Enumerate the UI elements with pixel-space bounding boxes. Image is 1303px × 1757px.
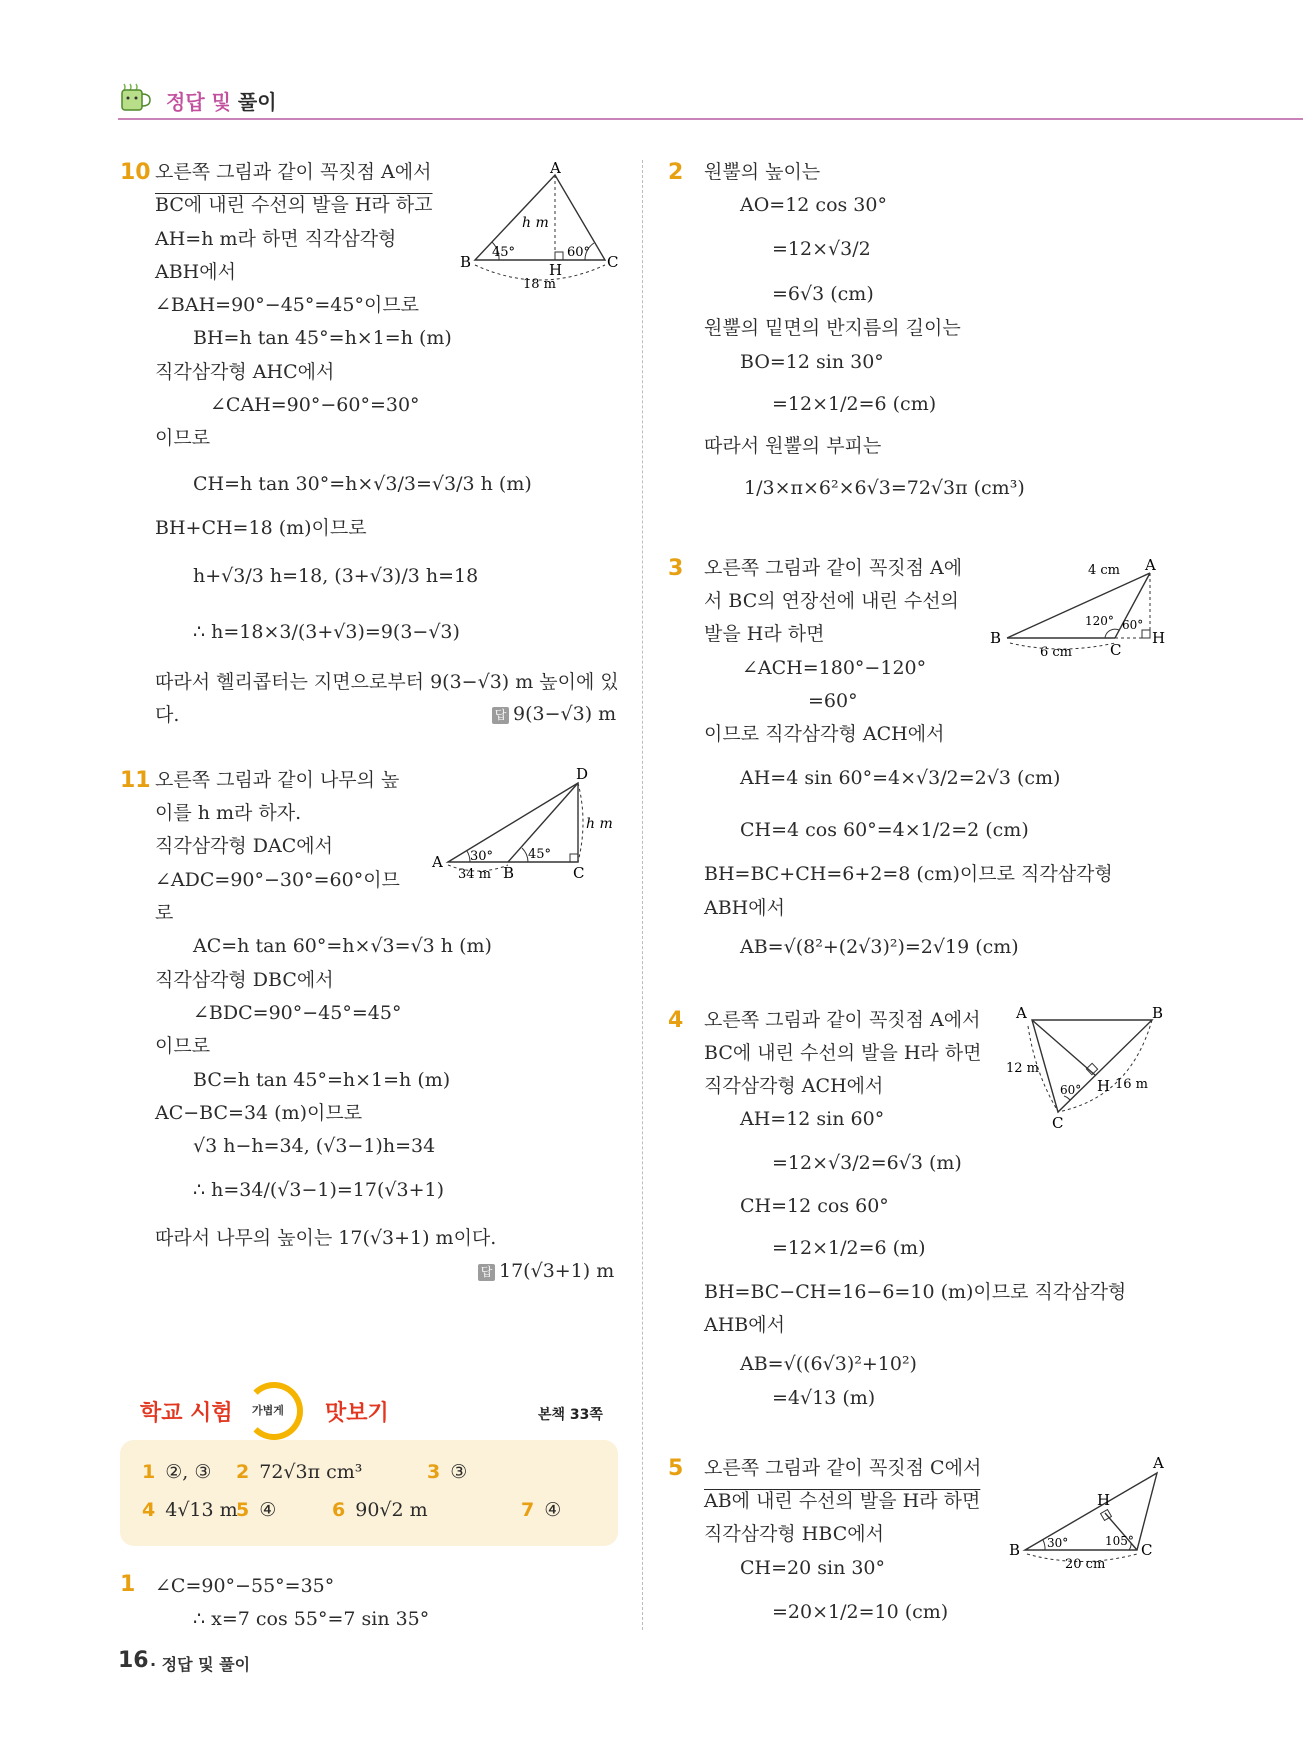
problem-4-number: 4 [668, 1008, 684, 1033]
p10-line: 이므로 [155, 427, 211, 449]
fig11-label-C: C [573, 864, 585, 882]
p11-line: √3 h−h=34, (√3−1)h=34 [193, 1135, 436, 1157]
p5-line: 직각삼각형 HBC에서 [704, 1523, 884, 1545]
p3-line: CH=4 cos 60°=4×1/2=2 (cm) [740, 819, 1029, 841]
problem-2-number: 2 [668, 160, 684, 185]
fig10-label-B: B [460, 253, 472, 271]
p11-answer-text: 17(√3+1) m [499, 1260, 615, 1282]
fig3-length-4: 4 cm [1088, 563, 1121, 578]
quiz-num: 1 [142, 1461, 156, 1483]
fig3-angle-60: 60° [1122, 618, 1144, 632]
p5-line: CH=20 sin 30° [740, 1557, 886, 1579]
figure-10 [455, 160, 630, 295]
fig11-angle-45: 45° [528, 847, 552, 862]
fig5-label-A: A [1153, 1454, 1164, 1472]
p5-line: AB에 내린 수선의 발을 H라 하면 [704, 1490, 981, 1512]
p11-line: 직각삼각형 DBC에서 [155, 969, 334, 991]
fig5-angle-30: 30° [1047, 1536, 1069, 1550]
fig10-label-C: C [607, 253, 619, 271]
figure-5 [1005, 1455, 1165, 1575]
p11-line: 이를 h m라 하자. [155, 802, 302, 824]
fig3-label-A: A [1145, 556, 1156, 574]
fig3-angle-120: 120° [1085, 614, 1114, 628]
header-title-b: 및 [211, 90, 231, 114]
p11-line: AC−BC=34 (m)이므로 [155, 1102, 363, 1124]
fig11-label-h: h m [586, 816, 613, 832]
p10-line: ∴ h=18×3/(3+√3)=9(3−√3) [193, 621, 460, 643]
quiz-ans: 72√3π cm³ [259, 1461, 363, 1483]
fig11-label-A: A [432, 853, 443, 871]
p10-line: BH+CH=18 (m)이므로 [155, 517, 367, 539]
p3-line: 오른쪽 그림과 같이 꼭짓점 A에 [704, 557, 963, 579]
quiz-badge-text: 가볍게 [252, 1404, 284, 1417]
footer-label-text: 정답 및 풀이 [161, 1655, 251, 1674]
quiz-row-2 [236, 1498, 276, 1522]
fig4-label-A: A [1016, 1004, 1027, 1022]
fig11-label-B: B [503, 864, 515, 882]
p3-line: ∠ACH=180°−120° [742, 657, 927, 679]
problem-1-number: 1 [120, 1572, 136, 1597]
p10-line: AH=h m라 하면 직각삼각형 [155, 228, 397, 250]
p3-line: ABH에서 [704, 897, 785, 919]
p1-line: ∴ x=7 cos 55°=7 sin 35° [193, 1608, 430, 1630]
p11-line: ∠ADC=90°−30°=60°이므 [155, 869, 400, 891]
p10-line: BC에 내린 수선의 발을 H라 하고 [155, 194, 433, 216]
quiz-row-1 [427, 1460, 467, 1484]
problem-3-number: 3 [668, 556, 684, 581]
p3-line: AH=4 sin 60°=4×√3/2=2√3 (cm) [740, 767, 1061, 789]
p11-line: AC=h tan 60°=h×√3=√3 h (m) [193, 935, 492, 957]
quiz-num: 2 [236, 1461, 250, 1483]
footer-label: · 정답 및 풀이 [150, 1655, 251, 1674]
fig10-label-h: h m [522, 215, 549, 231]
p4-line: =4√13 (m) [772, 1387, 876, 1409]
p10-line: h+√3/3 h=18, (3+√3)/3 h=18 [193, 565, 479, 587]
figure-3 [985, 555, 1165, 660]
fig5-label-H: H [1097, 1491, 1111, 1509]
quiz-row-2 [521, 1498, 561, 1522]
p11-line: 직각삼각형 DAC에서 [155, 835, 334, 857]
column-divider [642, 160, 643, 1630]
p11-line: 이므로 [155, 1035, 211, 1057]
fig4-angle-60: 60° [1060, 1083, 1082, 1097]
quiz-row-1 [236, 1460, 362, 1484]
header-rule [118, 118, 1303, 120]
p2-line: 따라서 원뿔의 부피는 [704, 435, 882, 457]
fig10-label-H: H [549, 261, 563, 279]
header-title-a: 정답 [166, 90, 205, 114]
fig10-length: 18 m [523, 277, 557, 292]
quiz-ans: ④ [259, 1499, 277, 1521]
p10-line: CH=h tan 30°=h×√3/3=√3/3 h (m) [193, 473, 532, 495]
p3-line: =60° [808, 690, 858, 712]
figure-4 [1000, 1002, 1164, 1132]
problem-5-number: 5 [668, 1456, 684, 1481]
p2-line: 원뿔의 밑면의 반지름의 길이는 [704, 317, 961, 339]
fig5-angle-105: 105° [1105, 1534, 1134, 1548]
fig11-angle-30: 30° [470, 849, 494, 864]
quiz-num: 3 [427, 1461, 441, 1483]
p10-answer [492, 703, 616, 725]
page-number: 16 [118, 1648, 149, 1673]
p4-line: CH=12 cos 60° [740, 1195, 889, 1217]
quiz-book-ref: 본책 33쪽 [538, 1407, 603, 1423]
fig10-angle-45: 45° [492, 245, 516, 260]
p11-line: ∴ h=34/(√3−1)=17(√3+1) [193, 1179, 445, 1201]
fig4-length-16: 16 m [1115, 1077, 1149, 1092]
p10-answer-text: 9(3−√3) m [513, 703, 617, 725]
header-mug-icon [118, 78, 152, 119]
fig5-label-C: C [1141, 1541, 1153, 1559]
p11-line: 로 [155, 902, 174, 924]
quiz-ans: 90√2 m [355, 1499, 428, 1521]
quiz-title-b: 맛보기 [325, 1401, 389, 1426]
p4-line: 오른쪽 그림과 같이 꼭짓점 A에서 [704, 1009, 981, 1031]
fig10-label-A: A [550, 159, 561, 177]
p10-line: BH=h tan 45°=h×1=h (m) [193, 327, 452, 349]
fig4-label-B: B [1152, 1004, 1164, 1022]
quiz-row-2 [142, 1498, 238, 1522]
p5-line: =20×1/2=10 (cm) [772, 1601, 949, 1623]
p4-line: 직각삼각형 ACH에서 [704, 1075, 884, 1097]
quiz-answer-box [120, 1440, 618, 1546]
p2-line: 1/3×π×6²×6√3=72√3π (cm³) [744, 477, 1025, 499]
fig4-length-12: 12 m [1006, 1061, 1040, 1076]
p4-line: BC에 내린 수선의 발을 H라 하면 [704, 1042, 982, 1064]
problem-10-number: 10 [120, 160, 151, 185]
p3-line: BH=BC+CH=6+2=8 (cm)이므로 직각삼각형 [704, 863, 1113, 885]
p3-line: AB=√(8²+(2√3)²)=2√19 (cm) [740, 936, 1019, 958]
p4-line: BH=BC−CH=16−6=10 (m)이므로 직각삼각형 [704, 1281, 1127, 1303]
p11-line: 오른쪽 그림과 같이 나무의 높 [155, 769, 400, 791]
p10-line: 직각삼각형 AHC에서 [155, 361, 335, 383]
p4-line: =12×1/2=6 (m) [772, 1237, 926, 1259]
p2-line: =12×√3/2 [772, 238, 871, 260]
p1-line: ∠C=90°−55°=35° [155, 1575, 335, 1597]
quiz-row-1 [142, 1460, 211, 1484]
quiz-num: 6 [332, 1499, 346, 1521]
header-title [166, 86, 277, 115]
fig3-label-B: B [990, 629, 1002, 647]
quiz-ans: ③ [450, 1461, 468, 1483]
p2-line: 원뿔의 높이는 [704, 161, 821, 183]
fig3-label-C: C [1110, 641, 1122, 659]
p5-line: 오른쪽 그림과 같이 꼭짓점 C에서 [704, 1457, 982, 1479]
p2-line: AO=12 cos 30° [740, 194, 887, 216]
answer-icon: 답 [478, 1264, 495, 1281]
fig5-label-B: B [1009, 1541, 1021, 1559]
p4-line: AHB에서 [704, 1314, 785, 1336]
p11-line: ∠BDC=90°−45°=45° [193, 1002, 402, 1024]
fig3-length-6: 6 cm [1040, 645, 1073, 660]
p2-line: =12×1/2=6 (cm) [772, 393, 937, 415]
quiz-num: 5 [236, 1499, 250, 1521]
p4-line: AB=√((6√3)²+10²) [740, 1353, 917, 1375]
p3-line: 발을 H라 하면 [704, 623, 825, 645]
p10-line: ∠BAH=90°−45°=45°이므로 [155, 294, 420, 316]
p11-line: BC=h tan 45°=h×1=h (m) [193, 1069, 451, 1091]
quiz-num: 4 [142, 1499, 156, 1521]
problem-11-number: 11 [120, 768, 151, 793]
fig11-length: 34 m [458, 867, 492, 882]
quiz-ans: 4√13 m [165, 1499, 238, 1521]
p10-line: 오른쪽 그림과 같이 꼭짓점 A에서 [155, 161, 432, 183]
quiz-num: 7 [521, 1499, 535, 1521]
fig4-label-H: H [1097, 1077, 1111, 1095]
p11-line: 따라서 나무의 높이는 17(√3+1) m이다. [155, 1227, 497, 1249]
header-title-c: 풀이 [237, 90, 277, 114]
fig4-label-C: C [1052, 1114, 1064, 1132]
figure-11 [428, 765, 628, 890]
quiz-ans: ②, ③ [165, 1461, 212, 1483]
fig10-angle-60: 60° [567, 245, 591, 260]
p10-line: 다. [155, 704, 180, 726]
quiz-row-2 [332, 1498, 428, 1522]
fig5-length: 20 cm [1065, 1557, 1106, 1572]
p2-line: =6√3 (cm) [772, 283, 874, 305]
p10-line: 따라서 헬리콥터는 지면으로부터 9(3−√3) m 높이에 있 [155, 671, 619, 693]
p3-line: 이므로 직각삼각형 ACH에서 [704, 723, 945, 745]
quiz-ans: ④ [544, 1499, 562, 1521]
p2-line: BO=12 sin 30° [740, 351, 884, 373]
p10-line: ABH에서 [155, 261, 236, 283]
quiz-title-a: 학교 시험 [140, 1401, 233, 1426]
p10-line: ∠CAH=90°−60°=30° [210, 394, 420, 416]
fig11-label-D: D [576, 765, 589, 783]
answer-icon: 답 [492, 707, 509, 724]
p3-line: 서 BC의 연장선에 내린 수선의 [704, 590, 959, 612]
p11-answer [478, 1260, 614, 1282]
fig3-label-H: H [1152, 629, 1166, 647]
p4-line: AH=12 sin 60° [740, 1108, 885, 1130]
p4-line: =12×√3/2=6√3 (m) [772, 1152, 962, 1174]
